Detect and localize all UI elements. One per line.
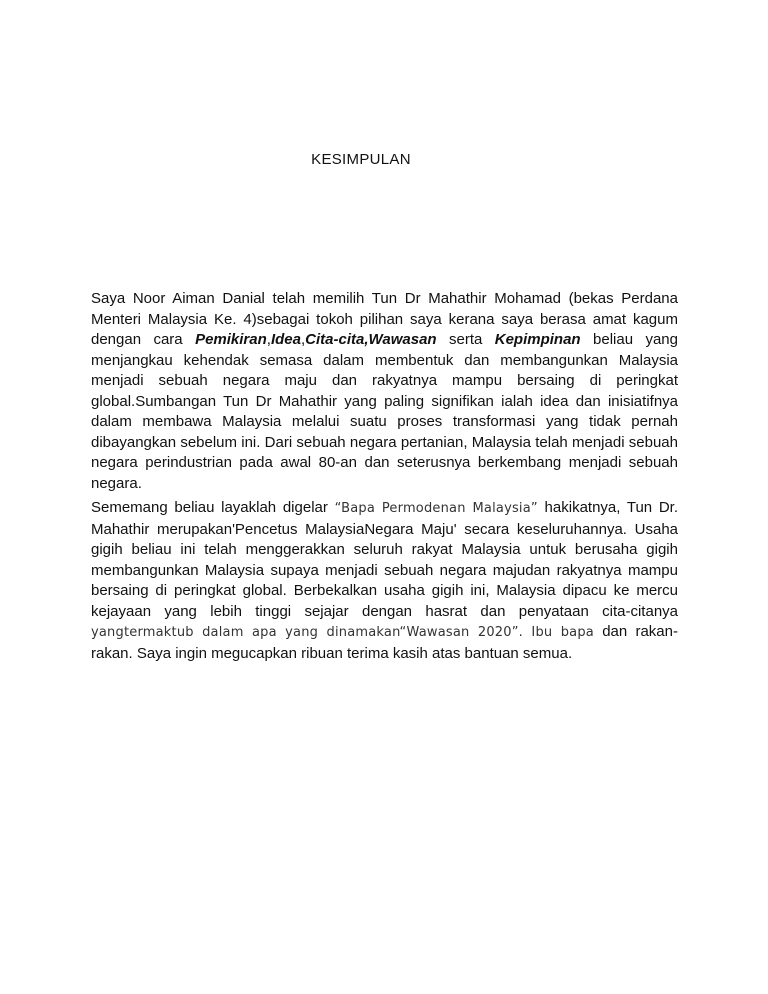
quote-bapa-permodenan: “Bapa Permodenan Malaysia”: [334, 501, 538, 516]
keyword-idea: Idea: [270, 331, 301, 348]
paragraph-intro: [91, 289, 678, 494]
separator: ,: [300, 331, 306, 348]
keyword-cita-cita-wawasan: Cita-cita,Wawasan: [305, 331, 437, 348]
paragraph-intro-mid: serta: [436, 331, 495, 348]
paragraph-conclusion-lead: Sememang beliau layaklah digelar: [91, 499, 335, 516]
keyword-pemikiran: Pemikiran: [195, 331, 267, 348]
page-title: KESIMPULAN: [311, 151, 411, 168]
styled-wawasan-text: yangtermaktub dalam apa yang dinamakan“Wawasan 2020”. Ibu bapa: [91, 625, 594, 640]
keyword-kepimpinan: Kepimpinan: [494, 331, 581, 348]
separator: ,: [266, 331, 271, 348]
paragraph-conclusion-tail: dan rakan-rakan. Saya ingin megucapkan ribuan terima kasih atas bantuan semua.: [91, 623, 678, 662]
paragraph-conclusion-mid: hakikatnya, Tun Dr. Mahathir merupakan'Pencetus MalaysiaNegara Maju' secara keseluruhannya. Usaha gigih beliau ini telah menggerakkan seluruh rakyat Malaysia untuk berusaha gigih membangunkan Malaysia supaya menjadi sebuah negara majudan rakyatnya mampu bersaing di peringkat global. Berbekalkan usaha gigih ini, Malaysia dipacu ke mercu kejayaan yang lebih tinggi sejajar dengan hasrat dan penyataan cita-citanya: [91, 499, 678, 620]
paragraph-intro-lead: Saya Noor Aiman Danial telah memilih Tun Dr Mahathir Mohamad (bekas Perdana Menteri Malaysia Ke. 4)sebagai tokoh pilihan saya kerana saya berasa amat kagum dengan cara: [91, 290, 678, 348]
paragraph-conclusion: [91, 498, 678, 664]
paragraph-intro-tail: beliau yang menjangkau kehendak semasa dalam membentuk dan membangunkan Malaysia menjadi sebuah negara maju dan rakyatnya mampu bersaing di peringkat global.Sumbangan Tun Dr Mahathir yang paling signifikan ialah idea dan inisiatifnya dalam membawa Malaysia melalui suatu proses transformasi yang tidak pernah dibayangkan sebelum ini. Dari sebuah negara pertanian, Malaysia telah menjadi sebuah negara perindustrian pada awal 80-an dan seterusnya berkembang menjadi sebuah negara.: [91, 331, 678, 492]
